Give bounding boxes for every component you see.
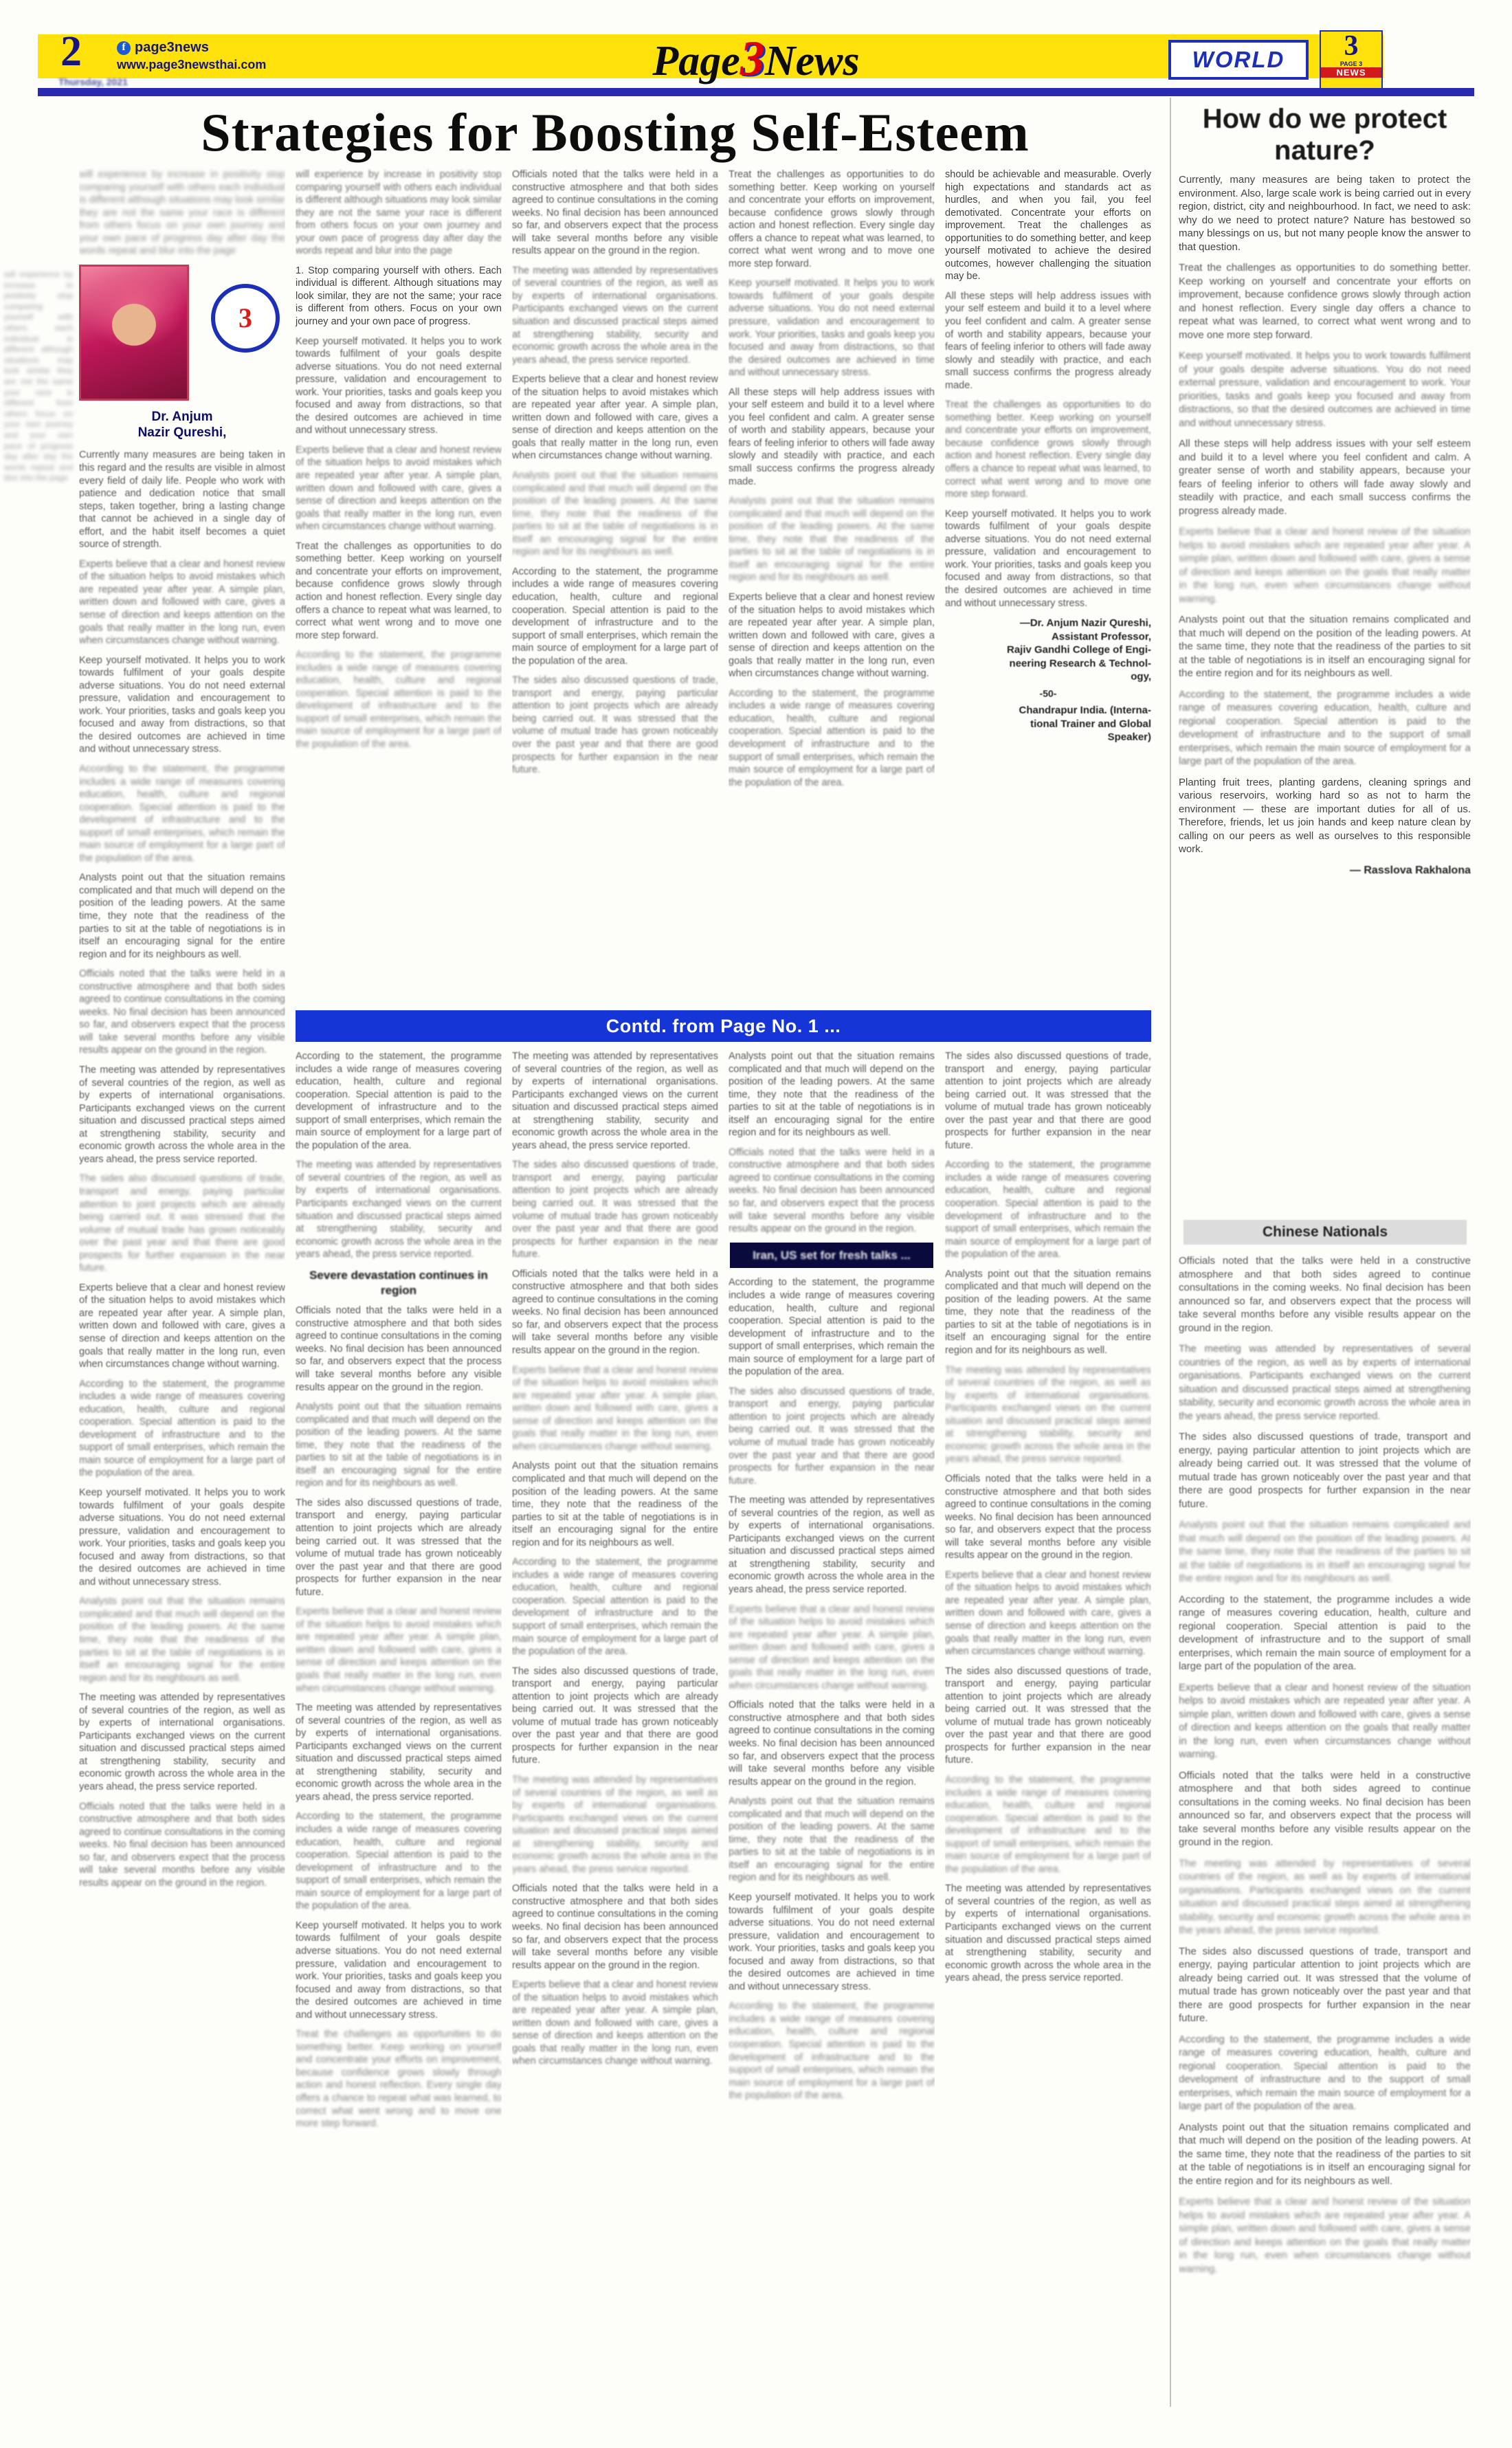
paragraph: Analysts point out that the situation remains complicated and that much will depend on the position of the leading powers. At the same time, they note that the readiness of the parties to sit at the table of negotiations is in itself an encouraging signal for the entire region and for its neighbours as well. bbox=[296, 1401, 502, 1489]
paragraph: Experts believe that a clear and honest review of the situation helps to avoid mistakes which are repeated year after year. A simple plan, written down and followed with care, gives a sense of direction and keeps attention on the goals that really matter in the long run, even when circumstances change without warning. bbox=[1179, 526, 1471, 605]
column-text bbox=[512, 1050, 718, 2068]
paragraph: Keep yourself motivated. It helps you to work towards fulfilment of your goals despite adverse situations. You do not need external pressure, validation and encouragement to work. Your priorities, tasks and goals keep you focused and away from distractions, so that the desired outcomes are achieved in time and without unnecessary stress. bbox=[1179, 350, 1471, 429]
author-photo bbox=[79, 265, 189, 401]
author-caption bbox=[79, 410, 285, 441]
column-text bbox=[1179, 1254, 1471, 2275]
facebook-icon: f bbox=[117, 41, 131, 55]
column-text bbox=[945, 1050, 1151, 1985]
paragraph: Keep yourself motivated. It helps you to work towards fulfilment of your goals despite adverse situations. You do not need external pressure, validation and encouragement to work. Your priorities, tasks and goals keep you focused and away from distractions, so that the desired outcomes are achieved in time and without unnecessary stress. bbox=[296, 335, 502, 436]
paragraph: According to the statement, the programme includes a wide range of measures covering education, health, culture and regional cooperation. Special attention is paid to the development of infrastructure and to the support of small enterprises, which remain the main source of employment for a large part of the population of the area. bbox=[945, 1774, 1151, 1875]
logo-news-band: NEWS bbox=[1321, 67, 1381, 78]
article-column-5-lower bbox=[945, 1050, 1151, 2407]
article-column-3 bbox=[512, 168, 718, 1007]
paragraph: will experience by increase in positivity stop comparing yourself with others each individual is different although situations may look similar they are not the same your race is different from others focus on your own journey and your own pace of progress day after day the words repeat and blur into the page bbox=[79, 169, 285, 257]
paragraph: Keep yourself motivated. It helps you to work towards fulfilment of your goals despite adverse situations. You do not need external pressure, validation and encouragement to work. Your priorities, tasks and goals keep you focused and away from distractions, so that the desired outcomes are achieved in time and without unnecessary stress. bbox=[729, 1892, 935, 1992]
column-text bbox=[79, 449, 285, 1889]
paragraph: Experts believe that a clear and honest review of the situation helps to avoid mistakes which are repeated year after year. A simple plan, written down and followed with care, gives a sense of direction and keeps attention on the goals that really matter in the long run, even when circumstances change without warning. bbox=[79, 558, 285, 647]
paragraph: Analysts point out that the situation remains complicated and that much will depend on the position of the leading powers. At the same time, they note that the readiness of the parties to sit at the table of negotiations is in itself an encouraging signal for the entire region and for its neighbours as well. bbox=[512, 1460, 718, 1548]
paragraph: Experts believe that a clear and honest review of the situation helps to avoid mistakes which are repeated year after year. A simple plan, written down and followed with care, gives a sense of direction and keeps attention on the goals that really matter in the long run, even when circumstances change without warning. bbox=[729, 591, 935, 680]
paragraph: Keep yourself motivated. It helps you to work towards fulfilment of your goals despite adverse situations. You do not need external pressure, validation and encouragement to work. Your priorities, tasks and goals keep you focused and away from distractions, so that the desired outcomes are achieved in time and without unnecessary stress. bbox=[296, 1920, 502, 2021]
main-headline: Strategies for Boosting Self-Esteem bbox=[201, 102, 1030, 162]
paragraph: Experts believe that a clear and honest review of the situation helps to avoid mistakes which are repeated year after year. A simple plan, written down and followed with care, gives a sense of direction and keeps attention on the goals that really matter in the long run, even when circumstances change without warning. bbox=[1179, 2196, 1471, 2275]
paragraph: The sides also discussed questions of trade, transport and energy, paying particular attention to joint projects which are already being carried out. It was stressed that the volume of mutual trade has grown noticeably over the past year and that there are good prospects for further expansion in the near future. bbox=[79, 1173, 285, 1274]
column-subhead: Severe devastation continues in region bbox=[309, 1268, 488, 1297]
nature-headline: How do we protect nature? bbox=[1202, 104, 1447, 166]
logo-small-text: PAGE 3 bbox=[1339, 60, 1363, 67]
world-subhead: Chinese Nationals bbox=[1183, 1220, 1467, 1245]
column-text bbox=[296, 335, 502, 751]
paragraph: The meeting was attended by representatives of several countries of the region, as well as by experts of international organisations. Participants exchanged views on the current situation and discussed practical steps aimed at strengthening stability, security and economic growth across the whole area in the years ahead, the press service reported. bbox=[296, 1702, 502, 1803]
paragraph: According to the statement, the programme includes a wide range of measures covering education, health, culture and regional cooperation. Special attention is paid to the development of infrastructure and to the support of small enterprises, which remain the main source of employment for a large part of the population of the area. bbox=[729, 2001, 935, 2102]
page3-logo-circle bbox=[211, 284, 280, 353]
paragraph: The meeting was attended by representatives of several countries of the region, as well as by experts of international organisations. Participants exchanged views on the current situation and discussed practical steps aimed at strengthening stability, security and economic growth across the whole area in the years ahead, the press service reported. bbox=[945, 1364, 1151, 1465]
paragraph: According to the statement, the programme includes a wide range of measures covering education, health, culture and regional cooperation. Special attention is paid to the development of infrastructure and to the support of small enterprises, which remain the main source of employment for a large part of the population of the area. bbox=[79, 764, 285, 864]
paragraph: The meeting was attended by representatives of several countries of the region, as well as by experts of international organisations. Participants exchanged views on the current situation and discussed practical steps aimed at strengthening stability, security and economic growth across the whole area in the years ahead, the press service reported. bbox=[1179, 1343, 1471, 1422]
paragraph: All these steps will help address issues with your self esteem and build it to a level where you feel confident and calm. A greater sense of worth and stability appears, because your fears of feeling inferior to others will fade away slowly and steadily with practice, and each small success confirms the progress already made. bbox=[729, 386, 935, 487]
paragraph: The meeting was attended by representatives of several countries of the region, as well as by experts of international organisations. Participants exchanged views on the current situation and discussed practical steps aimed at strengthening stability, security and economic growth across the whole area in the years ahead, the press service reported. bbox=[296, 1159, 502, 1260]
scan-smudge: will experience by increase in positivity stop comparing yourself with others each individual is different although situations may look similar they are not the same your race is different from others focus on your own journey and your own pace of progress day after day the words repeat and blur into the page bbox=[4, 269, 73, 483]
paragraph: Experts believe that a clear and honest review of the situation helps to avoid mistakes which are repeated year after year. A simple plan, written down and followed with care, gives a sense of direction and keeps attention on the goals that really matter in the long run, even when circumstances change without warning. bbox=[945, 1569, 1151, 1658]
paragraph: The sides also discussed questions of trade, transport and energy, paying particular attention to joint projects which are already being carried out. It was stressed that the volume of mutual trade has grown noticeably over the past year and that there are good prospects for further expansion in the near future. bbox=[512, 1159, 718, 1260]
paragraph: Officials noted that the talks were held in a constructive atmosphere and that both sides agreed to continue consultations in the coming weeks. No final decision has been announced so far, and observers expect that the process will take several months before any visible results appear on the ground in the region. bbox=[945, 1473, 1151, 1561]
section-label-world: WORLD bbox=[1168, 40, 1309, 80]
paragraph: Analysts point out that the situation remains complicated and that much will depend on the position of the leading powers. At the same time, they note that the readiness of the parties to sit at the table of negotiations is in itself an encouraging signal for the entire region and for its neighbours as well. bbox=[945, 1268, 1151, 1357]
column-text bbox=[1179, 261, 1471, 768]
paragraph: Officials noted that the talks were held in a constructive atmosphere and that both sides agreed to continue consultations in the coming weeks. No final decision has been announced so far, and observers expect that the process will take several months before any visible results appear on the ground in the region. bbox=[296, 1305, 502, 1393]
attribution-line: Rajiv Gandhi College of Engi- bbox=[1006, 644, 1151, 656]
inner-headline-box bbox=[730, 1243, 933, 1269]
paragraph: Currently many measures are being taken in this regard and the results are visible in almost every field of daily life. People who work with patience and dedication notice that small steps, taken together, bring a lasting change that cannot be achieved in a single day of effort, and the habit itself becomes a quiet source of strength. bbox=[79, 449, 285, 550]
paragraph: According to the statement, the programme includes a wide range of measures covering education, health, culture and regional cooperation. Special attention is paid to the development of infrastructure and to the support of small enterprises, which remain the main source of employment for a large part of the population of the area. bbox=[296, 1051, 502, 1151]
author-attribution bbox=[945, 616, 1151, 684]
continued-from-page-bar: Contd. from Page No. 1 ... bbox=[296, 1010, 1151, 1042]
paragraph: Keep yourself motivated. It helps you to work towards fulfilment of your goals despite adverse situations. You do not need external pressure, validation and encouragement to work. Your priorities, tasks and goals keep you focused and away from distractions, so that the desired outcomes are achieved in time and without unnecessary stress. bbox=[945, 508, 1151, 609]
attribution-line: ogy, bbox=[1131, 671, 1151, 683]
paragraph: Officials noted that the talks were held in a constructive atmosphere and that both sides agreed to continue consultations in the coming weeks. No final decision has been announced so far, and observers expect that the process will take several months before any visible results appear on the ground in the region. bbox=[79, 968, 285, 1056]
corner-logo bbox=[1320, 30, 1383, 91]
masthead-title bbox=[652, 30, 859, 87]
paragraph: Treat the challenges as opportunities to do something better. Keep working on yourself and concentrate your efforts on improvement, because confidence grows slowly through action and honest reflection. Every single day offers a chance to repeat what was learned, to correct what went wrong and to move one more step forward. bbox=[945, 399, 1151, 500]
paragraph: The meeting was attended by representatives of several countries of the region, as well as by experts of international organisations. Participants exchanged views on the current situation and discussed practical steps aimed at strengthening stability, security and economic growth across the whole area in the years ahead, the press service reported. bbox=[945, 1883, 1151, 1984]
paragraph: Keep yourself motivated. It helps you to work towards fulfilment of your goals despite adverse situations. You do not need external pressure, validation and encouragement to work. Your priorities, tasks and goals keep you focused and away from distractions, so that the desired outcomes are achieved in time and without unnecessary stress. bbox=[79, 654, 285, 755]
article-column-4-lower bbox=[729, 1050, 935, 2407]
paragraph: Experts believe that a clear and honest review of the situation helps to avoid mistakes which are repeated year after year. A simple plan, written down and followed with care, gives a sense of direction and keeps attention on the goals that really matter in the long run, even when circumstances change without warning. bbox=[512, 1979, 718, 2067]
article-column-2-lower bbox=[296, 1050, 502, 2407]
paragraph: Experts believe that a clear and honest review of the situation helps to avoid mistakes which are repeated year after year. A simple plan, written down and followed with care, gives a sense of direction and keeps attention on the goals that really matter in the long run, even when circumstances change without warning. bbox=[296, 444, 502, 533]
paragraph: Officials noted that the talks were held in a constructive atmosphere and that both sides agreed to continue consultations in the coming weeks. No final decision has been announced so far, and observers expect that the process will take several months before any visible results appear on the ground in the region. bbox=[512, 169, 718, 257]
page-number: 2 bbox=[60, 28, 82, 75]
paragraph: Treat the challenges as opportunities to do something better. Keep working on yourself and concentrate your efforts on improvement, because confidence grows slowly through action and honest reflection. Every single day offers a chance to repeat what was learned, to correct what went wrong and to move one more step forward. bbox=[1179, 262, 1471, 341]
author-attribution-2 bbox=[945, 704, 1151, 744]
paragraph: Officials noted that the talks were held in a constructive atmosphere and that both sides agreed to continue consultations in the coming weeks. No final decision has been announced so far, and observers expect that the process will take several months before any visible results appear on the ground in the region. bbox=[512, 1883, 718, 1971]
column-divider bbox=[1170, 98, 1171, 2407]
paragraph: The meeting was attended by representatives of several countries of the region, as well as by experts of international organisations. Participants exchanged views on the current situation and discussed practical steps aimed at strengthening stability, security and economic growth across the whole area in the years ahead, the press service reported. bbox=[729, 1495, 935, 1595]
paragraph: The sides also discussed questions of trade, transport and energy, paying particular attention to joint projects which are already being carried out. It was stressed that the volume of mutual trade has grown noticeably over the past year and that there are good prospects for further expansion in the near future. bbox=[512, 675, 718, 776]
paragraph: should be achievable and measurable. Overly high expectations and standards act as hurdles, and when you fail, you feel demotivated. Concentrate your efforts on improvement. Treat the challenges as opportunities to do something better, and keep yourself motivated to achieve the desired outcomes, however challenging the situation may be. bbox=[945, 169, 1151, 282]
article-column-1 bbox=[79, 168, 285, 2381]
column-text bbox=[729, 1050, 935, 1236]
logo-number: 3 bbox=[1344, 30, 1359, 62]
column-text bbox=[729, 168, 935, 789]
paragraph: The sides also discussed questions of trade, transport and energy, paying particular attention to joint projects which are already being carried out. It was stressed that the volume of mutual trade has grown noticeably over the past year and that there are good prospects for further expansion in the near future. bbox=[512, 1665, 718, 1766]
paragraph: According to the statement, the programme includes a wide range of measures covering education, health, culture and regional cooperation. Special attention is paid to the development of infrastructure and to the support of small enterprises, which remain the main source of employment for a large part of the population of the area. bbox=[512, 1557, 718, 1658]
nature-article-column bbox=[1179, 173, 1471, 1075]
column-text bbox=[296, 1050, 502, 1261]
paragraph: According to the statement, the programme includes a wide range of measures covering education, health, culture and regional cooperation. Special attention is paid to the development of infrastructure and to the support of small enterprises, which remain the main source of employment for a large part of the population of the area. bbox=[945, 1159, 1151, 1260]
paragraph: According to the statement, the programme includes a wide range of measures covering education, health, culture and regional cooperation. Special attention is paid to the development of infrastructure and to the support of small enterprises, which remain the main source of employment for a large part of the population of the area. bbox=[729, 687, 935, 788]
paragraph: Analysts point out that the situation remains complicated and that much will depend on the position of the leading powers. At the same time, they note that the readiness of the parties to sit at the table of negotiations is in itself an encouraging signal for the entire region and for its neighbours as well. bbox=[1179, 614, 1471, 679]
attribution-line: Chandrapur India. (Interna- bbox=[1019, 704, 1151, 717]
social-row bbox=[117, 40, 209, 56]
paragraph: Experts believe that a clear and honest review of the situation helps to avoid mistakes which are repeated year after year. A simple plan, written down and followed with care, gives a sense of direction and keeps attention on the goals that really matter in the long run, even when circumstances change without warning. bbox=[79, 1282, 285, 1370]
paragraph: According to the statement, the programme includes a wide range of measures covering education, health, culture and regional cooperation. Special attention is paid to the development of infrastructure and to the support of small enterprises, which remain the main source of employment for a large part of the population of the area. bbox=[1179, 1593, 1471, 1672]
attribution-line: Speaker) bbox=[1107, 731, 1151, 744]
paragraph: The sides also discussed questions of trade, transport and energy, paying particular attention to joint projects which are already being carried out. It was stressed that the volume of mutual trade has grown noticeably over the past year and that there are good prospects for further expansion in the near future. bbox=[1179, 1945, 1471, 2024]
paragraph: The sides also discussed questions of trade, transport and energy, paying particular attention to joint projects which are already being carried out. It was stressed that the volume of mutual trade has grown noticeably over the past year and that there are good prospects for further expansion in the near future. bbox=[945, 1051, 1151, 1151]
world-news-column bbox=[1179, 1254, 1471, 2407]
paragraph: Experts believe that a clear and honest review of the situation helps to avoid mistakes which are repeated year after year. A simple plan, written down and followed with care, gives a sense of direction and keeps attention on the goals that really matter in the long run, even when circumstances change without warning. bbox=[296, 1606, 502, 1694]
paragraph: Treat the challenges as opportunities to do something better. Keep working on yourself and concentrate your efforts on improvement, because confidence grows slowly through action and honest reflection. Every single day offers a chance to repeat what was learned, to correct what went wrong and to move one more step forward. bbox=[296, 2029, 502, 2130]
paragraph: Experts believe that a clear and honest review of the situation helps to avoid mistakes which are repeated year after year. A simple plan, written down and followed with care, gives a sense of direction and keeps attention on the goals that really matter in the long run, even when circumstances change without warning. bbox=[512, 1364, 718, 1452]
paragraph: Analysts point out that the situation remains complicated and that much will depend on the position of the leading powers. At the same time, they note that the readiness of the parties to sit at the table of negotiations is in itself an encouraging signal for the entire region and for its neighbours as well. bbox=[729, 1796, 935, 1884]
paragraph: Currently, many measures are being taken to protect the environment. Also, large scale work is being carried out in every region, district, city and neighbourhood. In fact, we need to ask: why do we need to protect nature? Nature has bestowed so many blessings on us, but not many people know the answer to that question. bbox=[1179, 174, 1471, 253]
paragraph: The sides also discussed questions of trade, transport and energy, paying particular attention to joint projects which are already being carried out. It was stressed that the volume of mutual trade has grown noticeably over the past year and that there are good prospects for further expansion in the near future. bbox=[296, 1497, 502, 1598]
website-url: www.page3newsthai.com bbox=[117, 58, 267, 71]
column-text bbox=[945, 290, 1151, 610]
paragraph: Treat the challenges as opportunities to do something better. Keep working on yourself and concentrate your efforts on improvement, because confidence grows slowly through action and honest reflection. Every single day offers a chance to repeat what was learned, to correct what went wrong and to move one more step forward. bbox=[729, 169, 935, 269]
attribution-line: —Dr. Anjum Nazir Qureshi, bbox=[1019, 617, 1151, 630]
paragraph: Officials noted that the talks were held in a constructive atmosphere and that both sides agreed to continue consultations in the coming weeks. No final decision has been announced so far, and observers expect that the process will take several months before any visible results appear on the ground in the region. bbox=[512, 1268, 718, 1357]
paragraph: All these steps will help address issues with your self esteem and build it to a level where you feel confident and calm. A greater sense of worth and stability appears, because your fears of feeling inferior to others will fade away slowly and steadily with practice, and each small success confirms the progress already made. bbox=[1179, 438, 1471, 517]
article-column-2 bbox=[296, 168, 502, 1007]
paragraph: According to the statement, the programme includes a wide range of measures covering education, health, culture and regional cooperation. Special attention is paid to the development of infrastructure and to the support of small enterprises, which remain the main source of employment for a large part of the population of the area. bbox=[79, 1378, 285, 1479]
attribution-line: tional Trainer and Global bbox=[1030, 717, 1151, 730]
paragraph: The sides also discussed questions of trade, transport and energy, paying particular attention to joint projects which are already being carried out. It was stressed that the volume of mutual trade has grown noticeably over the past year and that there are good prospects for further expansion in the near future. bbox=[945, 1665, 1151, 1766]
column-text bbox=[296, 1304, 502, 2130]
masthead-pre: Page bbox=[652, 38, 740, 85]
author-figure bbox=[79, 265, 285, 405]
paragraph: The meeting was attended by representatives of several countries of the region, as well as by experts of international organisations. Participants exchanged views on the current situation and discussed practical steps aimed at strengthening stability, security and economic growth across the whole area in the years ahead, the press service reported. bbox=[1179, 1857, 1471, 1936]
end-marker: -50- bbox=[1039, 687, 1057, 699]
paragraph: The meeting was attended by representatives of several countries of the region, as well as by experts of international organisations. Participants exchanged views on the current situation and discussed practical steps aimed at strengthening stability, security and economic growth across the whole area in the years ahead, the press service reported. bbox=[79, 1065, 285, 1165]
paragraph: Analysts point out that the situation remains complicated and that much will depend on the position of the leading powers. At the same time, they note that the readiness of the parties to sit at the table of negotiations is in itself an encouraging signal for the entire region and for its neighbours as well. bbox=[1179, 1519, 1471, 1584]
caption-line-2: Nazir Qureshi, bbox=[137, 425, 227, 440]
paragraph: Experts believe that a clear and honest review of the situation helps to avoid mistakes which are repeated year after year. A simple plan, written down and followed with care, gives a sense of direction and keeps attention on the goals that really matter in the long run, even when circumstances change without warning. bbox=[1179, 1681, 1471, 1760]
paragraph: The meeting was attended by representatives of several countries of the region, as well as by experts of international organisations. Participants exchanged views on the current situation and discussed practical steps aimed at strengthening stability, security and economic growth across the whole area in the years ahead, the press service reported. bbox=[512, 265, 718, 366]
paragraph: Officials noted that the talks were held in a constructive atmosphere and that both sides agreed to continue consultations in the coming weeks. No final decision has been announced so far, and observers expect that the process will take several months before any visible results appear on the ground in the region. bbox=[79, 1801, 285, 1889]
logo-circle-number: 3 bbox=[238, 302, 252, 334]
paragraph: The meeting was attended by representatives of several countries of the region, as well as by experts of international organisations. Participants exchanged views on the current situation and discussed practical steps aimed at strengthening stability, security and economic growth across the whole area in the years ahead, the press service reported. bbox=[79, 1692, 285, 1793]
paragraph: Officials noted that the talks were held in a constructive atmosphere and that both sides agreed to continue consultations in the coming weeks. No final decision has been announced so far, and observers expect that the process will take several months before any visible results appear on the ground in the region. bbox=[729, 1700, 935, 1788]
paragraph: According to the statement, the programme includes a wide range of measures covering education, health, culture and regional cooperation. Special attention is paid to the development of infrastructure and to the support of small enterprises, which remain the main source of employment for a large part of the population of the area. bbox=[1179, 688, 1471, 767]
paragraph: Experts believe that a clear and honest review of the situation helps to avoid mistakes which are repeated year after year. A simple plan, written down and followed with care, gives a sense of direction and keeps attention on the goals that really matter in the long run, even when circumstances change without warning. bbox=[729, 1603, 935, 1691]
paragraph: All these steps will help address issues with your self esteem and build it to a level where you feel confident and calm. A greater sense of worth and stability appears, because your fears of feeling inferior to others will fade away slowly and steadily with practice, and each small success confirms the progress already made. bbox=[945, 290, 1151, 391]
paragraph: Analysts point out that the situation remains complicated and that much will depend on the position of the leading powers. At the same time, they note that the readiness of the parties to sit at the table of negotiations is in itself an encouraging signal for the entire region and for its neighbours as well. bbox=[1179, 2121, 1471, 2187]
social-handle: page3news bbox=[135, 40, 209, 55]
attribution-line: Assistant Professor, bbox=[1051, 630, 1151, 643]
paragraph: Officials noted that the talks were held in a constructive atmosphere and that both sides agreed to continue consultations in the coming weeks. No final decision has been announced so far, and observers expect that the process will take several months before any visible results appear on the ground in the region. bbox=[1179, 1255, 1471, 1334]
list-item-1: 1. Stop comparing yourself with others. Each individual is different. Although situations may look similar, they are not the same; your race is different from others. Focus on your own journey and your own pace of progress. bbox=[296, 265, 502, 328]
article-column-3-lower bbox=[512, 1050, 718, 2407]
paragraph: Analysts point out that the situation remains complicated and that much will depend on the position of the leading powers. At the same time, they note that the readiness of the parties to sit at the table of negotiations is in itself an encouraging signal for the entire region and for its neighbours as well. bbox=[512, 470, 718, 558]
paragraph: According to the statement, the programme includes a wide range of measures covering education, health, culture and regional cooperation. Special attention is paid to the development of infrastructure and to the support of small enterprises, which remain the main source of employment for a large part of the population of the area. bbox=[296, 649, 502, 750]
paragraph: Analysts point out that the situation remains complicated and that much will depend on the position of the leading powers. At the same time, they note that the readiness of the parties to sit at the table of negotiations is in itself an encouraging signal for the entire region and for its neighbours as well. bbox=[729, 496, 935, 583]
column-text bbox=[512, 168, 718, 777]
paragraph: The meeting was attended by representatives of several countries of the region, as well as by experts of international organisations. Participants exchanged views on the current situation and discussed practical steps aimed at strengthening stability, security and economic growth across the whole area in the years ahead, the press service reported. bbox=[512, 1051, 718, 1151]
paragraph: Treat the challenges as opportunities to do something better. Keep working on yourself and concentrate your efforts on improvement, because confidence grows slowly through action and honest reflection. Every single day offers a chance to repeat what was learned, to correct what went wrong and to move one more step forward. bbox=[296, 540, 502, 641]
masthead-post: News bbox=[764, 38, 860, 85]
paragraph: According to the statement, the programme includes a wide range of measures covering education, health, culture and regional cooperation. Special attention is paid to the development of infrastructure and to the support of small enterprises, which remain the main source of employment for a large part of the population of the area. bbox=[1179, 2033, 1471, 2112]
paragraph: Keep yourself motivated. It helps you to work towards fulfilment of your goals despite adverse situations. You do not need external pressure, validation and encouragement to work. Your priorities, tasks and goals keep you focused and away from distractions, so that the desired outcomes are achieved in time and without unnecessary stress. bbox=[79, 1487, 285, 1588]
paragraph: Officials noted that the talks were held in a constructive atmosphere and that both sides agreed to continue consultations in the coming weeks. No final decision has been announced so far, and observers expect that the process will take several months before any visible results appear on the ground in the region. bbox=[1179, 1769, 1471, 1848]
paragraph: Analysts point out that the situation remains complicated and that much will depend on the position of the leading powers. At the same time, they note that the readiness of the parties to sit at the table of negotiations is in itself an encouraging signal for the entire region and for its neighbours as well. bbox=[79, 872, 285, 960]
paragraph: Analysts point out that the situation remains complicated and that much will depend on the position of the leading powers. At the same time, they note that the readiness of the parties to sit at the table of negotiations is in itself an encouraging signal for the entire region and for its neighbours as well. bbox=[79, 1596, 285, 1684]
paragraph: Analysts point out that the situation remains complicated and that much will depend on the position of the leading powers. At the same time, they note that the readiness of the parties to sit at the table of negotiations is in itself an encouraging signal for the entire region and for its neighbours as well. bbox=[729, 1051, 935, 1139]
paragraph: The sides also discussed questions of trade, transport and energy, paying particular attention to joint projects which are already being carried out. It was stressed that the volume of mutual trade has grown noticeably over the past year and that there are good prospects for further expansion in the near future. bbox=[1179, 1431, 1471, 1510]
paragraph: Officials noted that the talks were held in a constructive atmosphere and that both sides agreed to continue consultations in the coming weeks. No final decision has been announced so far, and observers expect that the process will take several months before any visible results appear on the ground in the region. bbox=[729, 1146, 935, 1235]
paragraph: According to the statement, the programme includes a wide range of measures covering education, health, culture and regional cooperation. Special attention is paid to the development of infrastructure and to the support of small enterprises, which remain the main source of employment for a large part of the population of the area. bbox=[296, 1811, 502, 1912]
paragraph: will experience by increase in positivity stop comparing yourself with others each individual is different although situations may look similar they are not the same your race is different from others focus on your own journey and your own pace of progress day after day the words repeat and blur into the page bbox=[296, 169, 502, 257]
paragraph: Keep yourself motivated. It helps you to work towards fulfilment of your goals despite adverse situations. You do not need external pressure, validation and encouragement to work. Your priorities, tasks and goals keep you focused and away from distractions, so that the desired outcomes are achieved in time and without unnecessary stress. bbox=[729, 278, 935, 379]
article-column-4 bbox=[729, 168, 935, 1007]
column-text bbox=[729, 1276, 935, 2102]
nature-byline: — Rasslova Rakhalona bbox=[1349, 864, 1471, 876]
paragraph: Experts believe that a clear and honest review of the situation helps to avoid mistakes which are repeated year after year. A simple plan, written down and followed with care, gives a sense of direction and keeps attention on the goals that really matter in the long run, even when circumstances change without warning. bbox=[512, 374, 718, 462]
inner-headline-text: Iran, US set for fresh talks ... bbox=[753, 1248, 911, 1262]
date-line: Thursday, 2021 bbox=[58, 76, 128, 87]
paragraph: Planting fruit trees, planting gardens, cleaning springs and various reservoirs, working hard so as not to harm the environment — these are important duties for all of us. Therefore, friends, let us join hands and keep nature clean by calling on our peers as well as ourselves to this responsible work. bbox=[1179, 776, 1471, 855]
caption-line-1: Dr. Anjum bbox=[151, 409, 213, 424]
masthead-number: 3 bbox=[740, 31, 765, 86]
paragraph: According to the statement, the programme includes a wide range of measures covering education, health, culture and regional cooperation. Special attention is paid to the development of infrastructure and to the support of small enterprises, which remain the main source of employment for a large part of the population of the area. bbox=[512, 566, 718, 667]
header-rule bbox=[38, 88, 1474, 96]
paragraph: According to the statement, the programme includes a wide range of measures covering education, health, culture and regional cooperation. Special attention is paid to the development of infrastructure and to the support of small enterprises, which remain the main source of employment for a large part of the population of the area. bbox=[729, 1277, 935, 1378]
attribution-line: neering Research & Technol- bbox=[1009, 657, 1151, 669]
paragraph: The sides also discussed questions of trade, transport and energy, paying particular attention to joint projects which are already being carried out. It was stressed that the volume of mutual trade has grown noticeably over the past year and that there are good prospects for further expansion in the near future. bbox=[729, 1386, 935, 1487]
paragraph: The meeting was attended by representatives of several countries of the region, as well as by experts of international organisations. Participants exchanged views on the current situation and discussed practical steps aimed at strengthening stability, security and economic growth across the whole area in the years ahead, the press service reported. bbox=[512, 1774, 718, 1875]
article-column-5 bbox=[945, 168, 1151, 1007]
